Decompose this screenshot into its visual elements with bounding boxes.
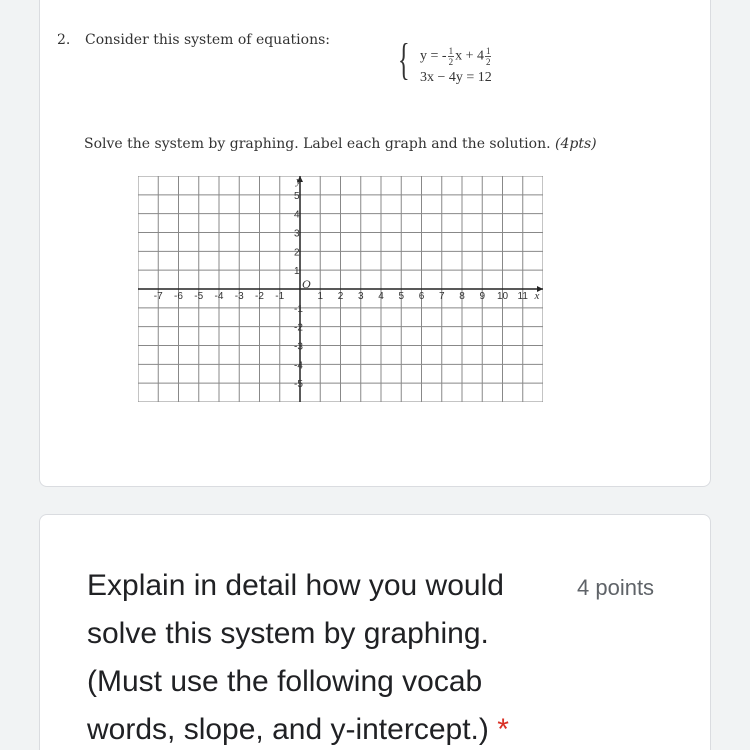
fraction-1-numerator: 1 <box>448 46 454 56</box>
y-tick-label: 2 <box>294 247 300 259</box>
x-tick-label: 8 <box>459 291 465 302</box>
x-tick-label: 9 <box>479 291 486 302</box>
instruction-points: (4pts) <box>555 136 597 152</box>
x-tick-label: 10 <box>496 291 509 302</box>
fraction-1-denominator: 2 <box>448 57 454 67</box>
x-tick-label: 6 <box>418 291 425 302</box>
y-tick-label: -5 <box>294 379 303 391</box>
explain-question-prompt <box>87 562 552 750</box>
x-tick-label: 2 <box>337 291 344 302</box>
x-tick-label: 5 <box>398 291 405 302</box>
y-tick-label: -2 <box>294 322 303 334</box>
x-tick-label: 4 <box>378 291 384 302</box>
equation-1-lhs: y = - <box>420 48 447 64</box>
y-tick-label: 5 <box>294 190 300 202</box>
fraction-2-numerator: 1 <box>485 46 491 56</box>
x-tick-label: -4 <box>214 291 224 302</box>
origin-label: O <box>302 277 311 291</box>
y-tick-label: -1 <box>294 303 303 315</box>
instruction-body: Solve the system by graphing. Label each graph and the solution. <box>84 136 551 152</box>
y-tick-label: 4 <box>294 209 300 221</box>
instruction-text <box>84 136 597 152</box>
question-number: 2. <box>57 32 71 48</box>
y-axis-label: y <box>296 176 301 187</box>
y-tick-label: -4 <box>294 360 303 372</box>
x-tick-label: 7 <box>438 291 445 302</box>
equation-1-mid: x + 4 <box>455 48 484 64</box>
x-tick-label: 3 <box>357 291 364 302</box>
points-label: 4 points <box>577 575 655 600</box>
x-tick-label: -2 <box>255 291 264 302</box>
x-tick-label: -5 <box>194 291 204 302</box>
x-tick-label: -6 <box>174 291 183 302</box>
fraction-1 <box>448 46 455 67</box>
equation-2: 3x − 4y = 12 <box>420 70 492 85</box>
coordinate-grid <box>138 176 543 402</box>
y-tick-label: 3 <box>294 228 300 240</box>
x-tick-label: 11 <box>517 291 528 302</box>
y-tick-label: 1 <box>294 266 300 278</box>
equation-1 <box>420 46 492 67</box>
y-tick-label: -3 <box>294 341 303 353</box>
required-asterisk: * <box>497 713 509 746</box>
x-axis-label: x <box>534 290 540 302</box>
x-tick-label: -1 <box>275 291 285 302</box>
question-text: Consider this system of equations: <box>85 32 330 48</box>
x-tick-label: -3 <box>234 291 244 302</box>
explain-question-text: Explain in detail how you would solve this system by graphing. (Must use the following vocab words, slope, and y-intercept.) <box>87 569 504 746</box>
x-tick-label: -7 <box>153 291 163 302</box>
x-tick-label: 1 <box>317 291 324 302</box>
fraction-2-denominator: 2 <box>485 57 491 67</box>
fraction-2 <box>485 46 492 67</box>
system-brace: { <box>398 35 410 84</box>
